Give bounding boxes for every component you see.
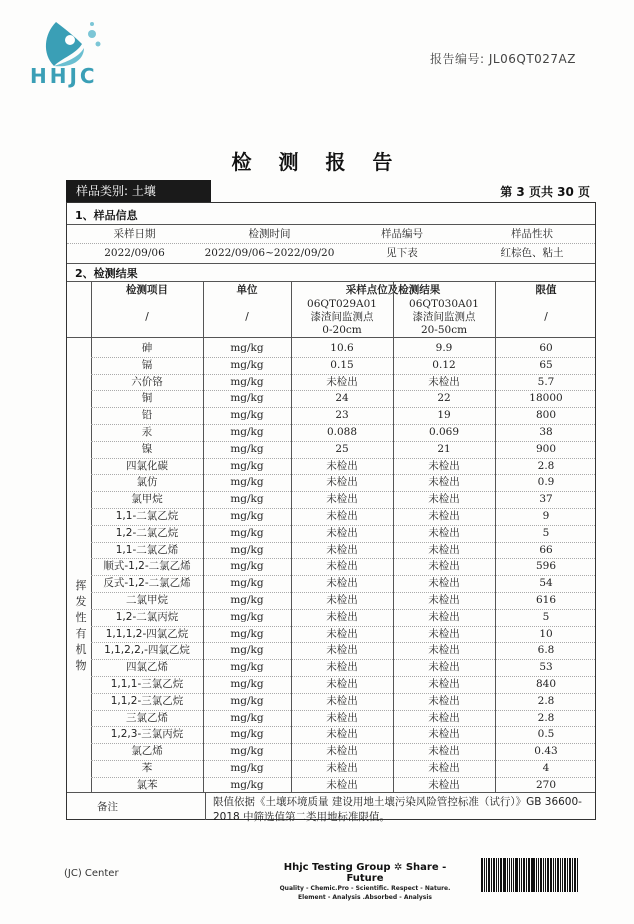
cell-unit: mg/kg — [230, 745, 264, 758]
cell-item: 镉 — [141, 358, 153, 371]
cell-item: 氯苯 — [136, 778, 158, 791]
cell-item: 1,2-二氯丙烷 — [115, 610, 179, 623]
cell-v1: 未检出 — [326, 778, 358, 791]
cell-limit: 5.7 — [537, 375, 555, 388]
cell-limit: 616 — [535, 594, 557, 606]
cell-v2: 未检出 — [428, 375, 460, 388]
cell-v1: 未检出 — [326, 510, 358, 522]
cell-item: 铅 — [141, 409, 153, 422]
footer-tagline-1: Quality - Chemic.Pro - Scientific. Respect - Nature. — [279, 885, 451, 892]
cell-limit: 4 — [542, 762, 550, 774]
cell-v2: 未检出 — [428, 493, 460, 506]
cell-unit: mg/kg — [230, 610, 264, 623]
cell-v2: 未检出 — [428, 577, 460, 590]
sample2-id: 06QT030A01 — [409, 298, 479, 310]
cell-item: 顺式-1,2-二氯乙烯 — [103, 560, 191, 573]
cell-v2: 21 — [437, 442, 451, 455]
cell-unit: mg/kg — [230, 762, 264, 774]
cell-v2: 未检出 — [428, 745, 460, 758]
cell-unit: mg/kg — [230, 778, 264, 791]
slash-item: / — [145, 311, 149, 323]
cell-limit: 53 — [539, 661, 553, 674]
barcode-icon — [481, 858, 579, 892]
cell-v1: 未检出 — [326, 610, 358, 623]
cell-v1: 23 — [335, 409, 349, 422]
cell-item: 反式-1,2-二氯乙烯 — [103, 577, 191, 590]
cell-limit: 9 — [542, 510, 550, 522]
value-sample-property: 红棕色、粘土 — [500, 247, 564, 259]
cell-v2: 22 — [437, 392, 451, 405]
cell-v1: 24 — [335, 392, 349, 405]
footer-brand — [270, 862, 460, 902]
cell-v2: 未检出 — [428, 560, 460, 573]
cell-v2: 未检出 — [428, 694, 460, 707]
cell-item: 三氯乙烯 — [126, 711, 168, 724]
cell-v1: 未检出 — [326, 526, 358, 539]
cell-v2: 0.12 — [432, 358, 456, 371]
cell-limit: 10 — [539, 627, 553, 640]
header-results: 采样点位及检测结果 — [345, 284, 441, 296]
cell-v2: 未检出 — [428, 610, 460, 623]
cell-unit: mg/kg — [230, 644, 264, 657]
sample2-site: 漆渣间监测点 — [412, 311, 476, 323]
page-title: 检 测 报 告 — [231, 150, 403, 174]
cell-item: 1,2,3-三氯丙烷 — [110, 728, 184, 741]
cell-limit: 0.9 — [537, 476, 555, 489]
cell-unit: mg/kg — [230, 661, 264, 674]
cell-unit: mg/kg — [230, 358, 264, 371]
cell-v2: 未检出 — [428, 728, 460, 741]
cell-unit: mg/kg — [230, 694, 264, 707]
cell-item: 1,1,2,2,-四氯乙烷 — [104, 644, 190, 657]
cell-v2: 未检出 — [428, 510, 460, 522]
cell-item: 氯甲烷 — [131, 493, 163, 506]
footer-tagline-2: Element - Analysis .Absorbed - Analysis — [298, 894, 432, 901]
header-limit: 限值 — [535, 284, 557, 296]
cell-unit: mg/kg — [230, 526, 264, 539]
cell-v2: 未检出 — [428, 459, 460, 472]
value-sampling-date: 2022/09/06 — [104, 247, 165, 259]
footer-brand-line: Hhjc Testing Group ✲ Share - Future — [283, 862, 447, 884]
cell-v1: 10.6 — [330, 342, 354, 354]
sample1-site: 漆渣间监测点 — [310, 311, 374, 323]
group-label-vocs: 挥 发 性 有 机 物 — [75, 578, 87, 672]
cell-unit: mg/kg — [230, 476, 264, 489]
cell-unit: mg/kg — [230, 577, 264, 590]
cell-limit: 2.8 — [537, 694, 555, 707]
slash-limit: / — [544, 311, 548, 323]
report-number-label: 报告编号: — [430, 52, 485, 66]
cell-v1: 未检出 — [326, 711, 358, 724]
page-indicator: 第 3 页共 30 页 — [500, 185, 590, 199]
cell-v1: 未检出 — [326, 661, 358, 674]
cell-item: 镍 — [141, 442, 153, 455]
cell-v2: 0.069 — [428, 426, 460, 438]
cell-unit: mg/kg — [230, 627, 264, 640]
cell-v2: 未检出 — [428, 678, 460, 690]
cell-v2: 9.9 — [435, 342, 453, 354]
cell-v1: 未检出 — [326, 694, 358, 707]
cell-v2: 未检出 — [428, 644, 460, 657]
cell-unit: mg/kg — [230, 375, 264, 388]
header-sampling-date: 采样日期 — [113, 228, 156, 240]
cell-v2: 未检出 — [428, 594, 460, 606]
cell-unit: mg/kg — [230, 678, 264, 690]
cell-v1: 未检出 — [326, 678, 358, 690]
cell-unit: mg/kg — [230, 409, 264, 422]
section2-heading: 2、检测结果 — [75, 267, 138, 280]
cell-item: 氯乙烯 — [131, 745, 163, 758]
cell-unit: mg/kg — [230, 711, 264, 724]
cell-item: 砷 — [141, 342, 153, 354]
cell-limit: 900 — [535, 442, 557, 455]
cell-limit: 60 — [539, 342, 553, 354]
cell-limit: 800 — [535, 409, 557, 422]
cell-v1: 未检出 — [326, 560, 358, 573]
report-number — [430, 50, 576, 67]
cell-limit: 0.5 — [537, 728, 555, 741]
cell-limit: 38 — [539, 426, 553, 438]
cell-limit: 6.8 — [537, 644, 555, 657]
cell-limit: 840 — [535, 678, 557, 690]
cell-v1: 未检出 — [326, 476, 358, 489]
cell-v2: 未检出 — [428, 711, 460, 724]
cell-item: 苯 — [141, 762, 153, 774]
cell-limit: 270 — [535, 778, 557, 791]
cell-v2: 未检出 — [428, 661, 460, 674]
cell-item: 四氯乙烯 — [126, 661, 168, 674]
report-number-value: JL06QT027AZ — [488, 52, 576, 66]
cell-v2: 未检出 — [428, 543, 460, 556]
value-test-period: 2022/09/06~2022/09/20 — [204, 247, 335, 259]
cell-item: 1,1,2-三氯乙烷 — [110, 694, 184, 707]
value-sample-id: 见下表 — [386, 247, 418, 259]
cell-v1: 未检出 — [326, 762, 358, 774]
cell-v2: 未检出 — [428, 526, 460, 539]
cell-unit: mg/kg — [230, 459, 264, 472]
cell-item: 二氯甲烷 — [126, 594, 168, 606]
header-test-period: 检测时间 — [248, 228, 291, 240]
header-unit: 单位 — [236, 284, 258, 296]
cell-v2: 19 — [437, 409, 451, 422]
header-test-item: 检测项目 — [126, 284, 168, 296]
cell-unit: mg/kg — [230, 392, 264, 405]
cell-v1: 0.15 — [330, 358, 354, 371]
cell-limit: 5 — [542, 610, 550, 623]
footer-center-label: (JC) Center — [64, 868, 119, 879]
cell-limit: 65 — [539, 358, 553, 371]
slash-unit: / — [245, 311, 249, 323]
cell-item: 1,2-二氯乙烷 — [115, 526, 179, 539]
cell-unit: mg/kg — [230, 543, 264, 556]
cell-v1: 未检出 — [326, 728, 358, 741]
cell-item: 氯仿 — [136, 476, 158, 489]
cell-v2: 未检出 — [428, 627, 460, 640]
cell-item: 铜 — [141, 392, 153, 405]
cell-item: 六价铬 — [131, 375, 163, 388]
cell-item: 1,1,1-三氯乙烷 — [110, 678, 184, 690]
cell-v1: 未检出 — [326, 577, 358, 590]
cell-v1: 未检出 — [326, 543, 358, 556]
cell-unit: mg/kg — [230, 442, 264, 455]
category-label: 样品类别: — [76, 184, 129, 198]
cell-unit: mg/kg — [230, 728, 264, 741]
cell-limit: 18000 — [529, 392, 563, 405]
cell-item: 1,1-二氯乙烯 — [115, 543, 179, 556]
cell-unit: mg/kg — [230, 493, 264, 506]
cell-unit: mg/kg — [230, 426, 264, 438]
cell-limit: 66 — [539, 543, 553, 556]
cell-item: 1,1-二氯乙烷 — [115, 510, 179, 522]
cell-v2: 未检出 — [428, 778, 460, 791]
note-label: 备注 — [97, 801, 118, 813]
cell-unit: mg/kg — [230, 560, 264, 573]
cell-item: 1,1,1,2-四氯乙烷 — [105, 627, 189, 640]
cell-v1: 未检出 — [326, 594, 358, 606]
header-sample-id: 样品编号 — [381, 228, 423, 240]
category-value: 土壤 — [131, 184, 156, 198]
cell-v1: 25 — [335, 442, 349, 455]
cell-item: 汞 — [141, 426, 153, 438]
results-table — [66, 202, 596, 823]
cell-unit: mg/kg — [230, 510, 264, 522]
cell-limit: 596 — [535, 560, 557, 573]
cell-v1: 未检出 — [326, 745, 358, 758]
cell-v1: 0.088 — [326, 426, 358, 438]
cell-limit: 0.43 — [534, 745, 558, 758]
cell-limit: 37 — [539, 493, 553, 506]
sample2-depth: 20-50cm — [420, 324, 468, 336]
cell-limit: 54 — [539, 577, 553, 590]
cell-limit: 2.8 — [537, 459, 555, 472]
cell-v2: 未检出 — [428, 476, 460, 489]
cell-unit: mg/kg — [230, 594, 264, 606]
sample-category-bar — [66, 180, 211, 202]
cell-unit: mg/kg — [230, 342, 264, 354]
sample1-depth: 0-20cm — [322, 324, 362, 336]
note-text: 限值依据《土壤环境质量 建设用地土壤污染风险管控标准（试行）》GB 36600-2018 中筛选值第二类用地标准限值。 — [213, 796, 582, 823]
sample1-id: 06QT029A01 — [307, 298, 377, 310]
cell-v2: 未检出 — [428, 762, 460, 774]
cell-v1: 未检出 — [326, 644, 358, 657]
cell-v1: 未检出 — [326, 627, 358, 640]
logo-text: HHJC — [30, 64, 98, 88]
cell-v1: 未检出 — [326, 493, 358, 506]
cell-item: 四氯化碳 — [126, 459, 168, 472]
cell-limit: 2.8 — [537, 711, 555, 724]
cell-v1: 未检出 — [326, 375, 358, 388]
section1-heading: 1、样品信息 — [75, 209, 138, 222]
cell-v1: 未检出 — [326, 459, 358, 472]
cell-limit: 5 — [542, 526, 550, 539]
header-sample-property: 样品性状 — [511, 228, 553, 240]
